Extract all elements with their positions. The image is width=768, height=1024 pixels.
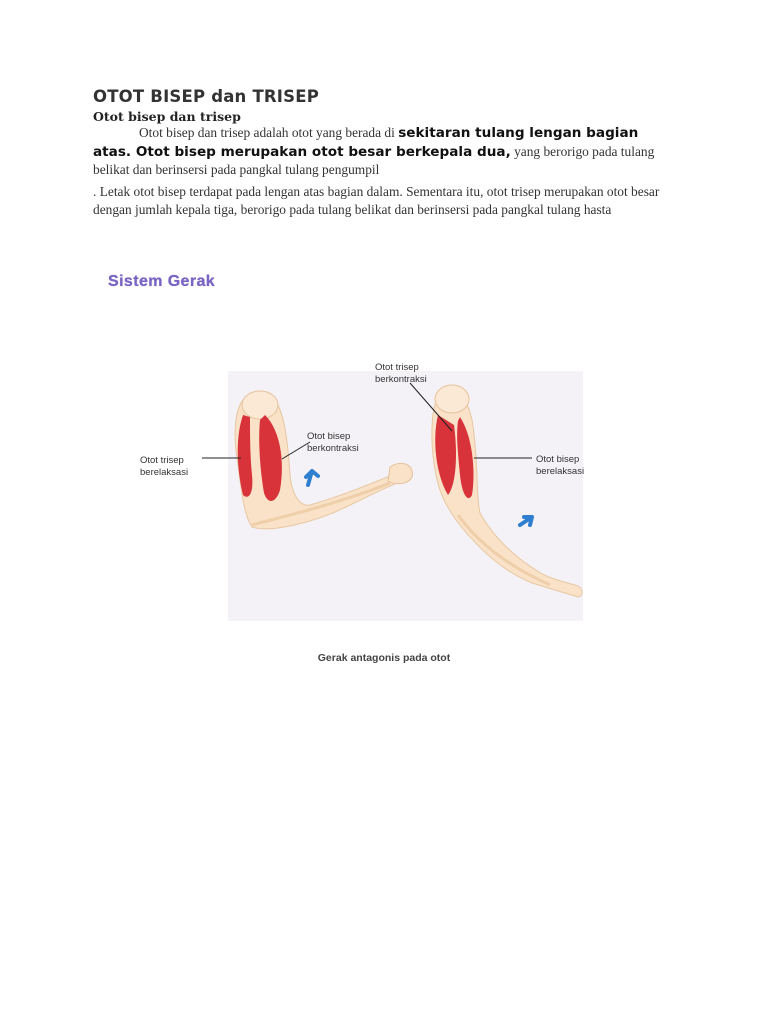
paragraph-1-line-2 xyxy=(93,143,683,162)
figure-header: Sistem Gerak xyxy=(108,273,216,290)
figure-caption: Gerak antagonis pada otot xyxy=(317,652,451,664)
paragraph-1-line-3: belikat dan berinsersi pada pangkal tulang pengumpil xyxy=(93,162,380,177)
paragraph-1-line-1 xyxy=(93,124,683,143)
section-subtitle: Otot bisep dan trisep xyxy=(93,109,241,124)
arm-muscle-illustration xyxy=(140,355,600,625)
label-right-biceps-2: berelaksasi xyxy=(536,466,585,477)
label-left-triceps-2: berelaksasi xyxy=(140,467,189,478)
p1-line1-text: Otot bisep dan trisep adalah otot yang berada di xyxy=(139,125,399,140)
extended-shoulder xyxy=(435,385,469,413)
p1-line2-text: yang berorigo pada tulang xyxy=(510,143,655,159)
label-right-triceps-2: berkontraksi xyxy=(375,374,427,385)
page-title: OTOT BISEP dan TRISEP xyxy=(93,87,319,106)
paragraph-2: . Letak otot bisep terdapat pada lengan atas bagian dalam. Sementara itu, otot trisep merupakan otot besar dengan jumlah kepala tiga, berorigo pada tulang belikat dan berinsersi pada pangkal tulang hasta xyxy=(93,184,660,217)
label-left-triceps-1: Otot trisep xyxy=(140,455,184,466)
p1-line2-highlight: atas. Otot bisep merupakan otot besar berkepala dua, xyxy=(93,143,511,160)
label-right-biceps-1: Otot bisep xyxy=(536,454,580,465)
paragraph-1 xyxy=(93,124,683,180)
label-left-biceps-2: berkontraksi xyxy=(307,443,359,454)
flexed-hand xyxy=(388,463,412,483)
label-left-biceps-1: Otot bisep xyxy=(307,431,351,442)
label-right-triceps-1: Otot trisep xyxy=(375,362,419,373)
flexed-shoulder xyxy=(242,391,278,419)
p1-line1-highlight: sekitaran tulang lengan bagian xyxy=(398,125,639,141)
